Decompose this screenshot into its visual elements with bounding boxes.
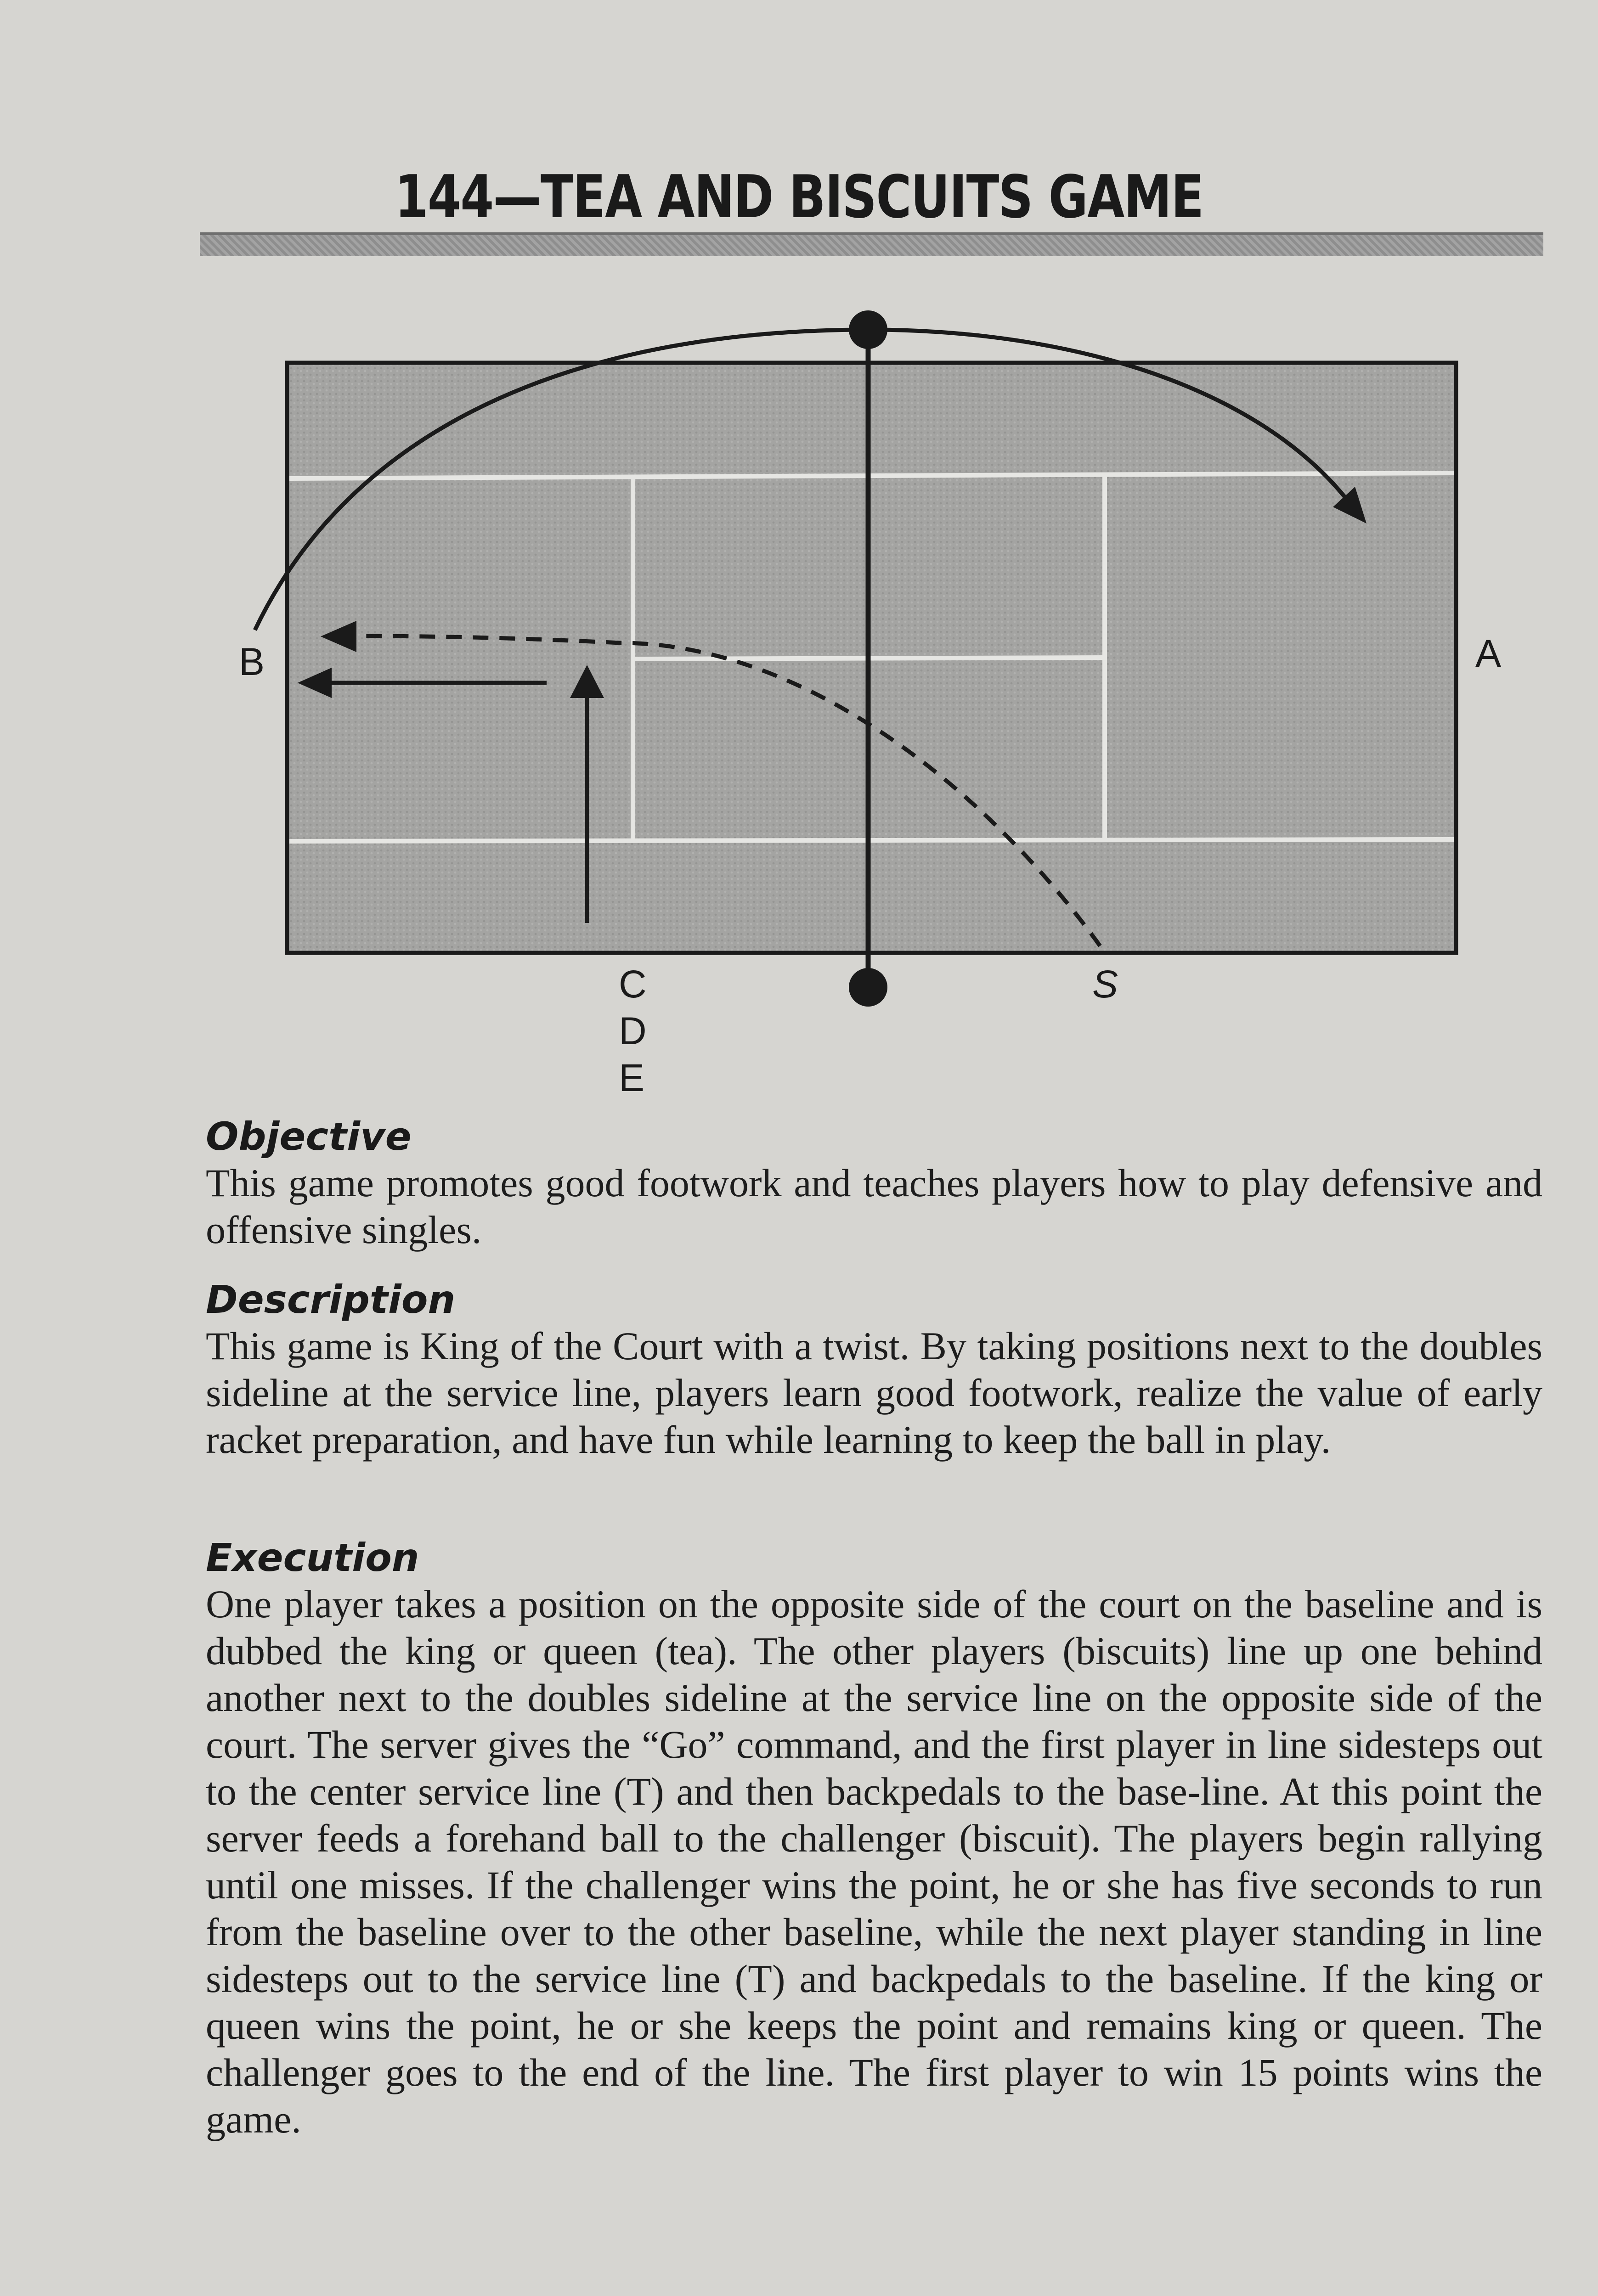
label-c: C <box>619 962 647 1006</box>
description-text: This game is King of the Court with a twist. By taking positions next to the doubles sideline at the service line, players learn good footwork, realize the value of early racket preparation, and have fun while learning to keep the ball in play. <box>206 1324 1542 1462</box>
label-e: E <box>619 1056 645 1099</box>
net-post-bottom-icon <box>849 968 887 1007</box>
execution-section <box>206 1535 1542 2143</box>
execution-heading: Execution <box>206 1535 419 1580</box>
objective-text: This game promotes good footwork and teaches players how to play defensive and offensive singles. <box>206 1161 1542 1252</box>
objective-section <box>206 1114 1542 1253</box>
label-s: S <box>1092 962 1118 1006</box>
label-d: D <box>619 1009 647 1052</box>
execution-text: One player takes a position on the opposite side of the court on the baseline and is dubbed the king or queen (tea). The other players (biscuits) line up one behind another next to the doubles sideline at the service line on the opposite side of the court. The server gives the “Go” command, and the first player in line sidesteps out to the center service line (T) and then backpedals to the base-line. At this point the server feeds a forehand ball to the challenger (biscuit). The players begin rallying until one misses. If the challenger wins the point, he or she has five seconds to run from the baseline over to the other baseline, while the next player standing in line sidesteps out to the service line (T) and backpedals to the baseline. If the king or queen wins the point, he or she keeps the point and remains king or queen. The challenger goes to the end of the line. The first player to win 15 points wins the game. <box>206 1582 1542 2141</box>
description-section <box>206 1277 1542 1463</box>
court-diagram <box>0 0 1598 1125</box>
doubles-sideline-bottom <box>289 839 1454 841</box>
page-title: 144—TEA AND BISCUITS GAME <box>395 163 1203 231</box>
description-heading: Description <box>206 1277 456 1322</box>
objective-heading: Objective <box>206 1114 412 1159</box>
label-b: B <box>239 640 265 683</box>
label-a: A <box>1475 632 1502 675</box>
